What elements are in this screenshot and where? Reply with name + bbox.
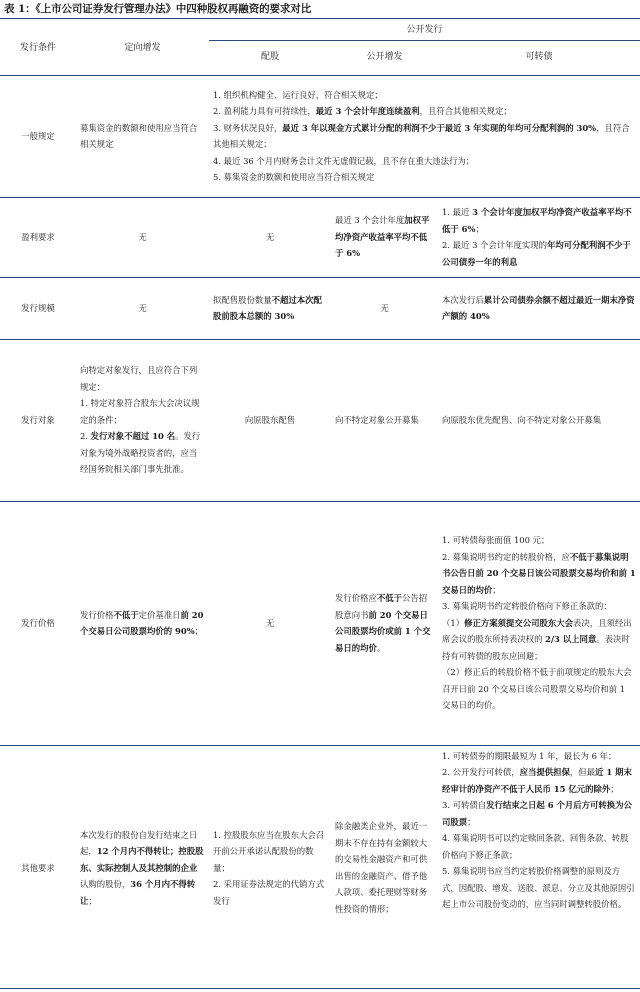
row-label-scale: 发行规模 [0,277,76,339]
cell-price-private: 发行价格不低于定价基准日前 20 个交易日公司股票均价的 90%； [76,501,209,745]
cell-scale-private: 无 [76,277,209,339]
list-item: 5. 募集资金的数额和使用应当符合相关规定 [213,172,375,182]
cell-target-public: 向不特定对象公开募集 [331,339,438,501]
cell-target-rights: 向原股东配售 [209,339,331,501]
row-label-target: 发行对象 [0,339,76,501]
cell-scale-public: 无 [331,277,438,339]
cell-scale-cb: 本次发行后累计公司债券余额不超过最近一期末净资产额的 40% [438,277,640,339]
row-label-other: 其他要求 [0,745,76,990]
cell-profit-private: 无 [76,197,209,277]
header-row [0,21,640,40]
cell-general-private: 募集资金的数额和使用应当符合相关规定 [76,75,209,197]
list-item: 1. 组织机构健全、运行良好，符合相关规定； [213,89,383,100]
title-rule [0,18,640,19]
list-item: 2. 盈利能力具有可持续性，最近 3 个会计年度连续盈利，且符合其他相关规定； [213,106,512,116]
cell-price-cb: 1. 可转债每张面值 100 元； 2. 募集说明书约定的转股价格，应不低于募集说明书公告日前 20 个交易日该公司股票交易均价和前 1 交易日的均价； 3. 募集说明书约定转股价格向下修正条款的： （1）修正方案须提交公司股东大会表决，且须经出席会议的股东所持表决权的 2/3 以上同意。表决时持有可转债的股东应回避； （2）修正后的转股价格不低于前项规定的股东大会召开日前 20 个交易日该公司股票交易均价和前 1 交易日的均价。 [438,501,640,745]
col-header-public-group: 公开发行 [406,25,443,35]
cell-other-private: 本次发行的股份自发行结束之日起，12 个月内不得转让；控股股东、实际控制人及其控制的企业认购的股份，36 个月内不得转让； [76,745,209,990]
table-row-target [0,339,640,501]
row-label-general: 一般规定 [0,75,76,197]
col-header-condition: 发行条件 [19,42,56,53]
table-row-scale [0,277,640,339]
table-row-general [0,75,640,197]
cell-general-public [209,75,640,197]
col-header-rights: 配股 [209,40,331,75]
cell-target-private: 向特定对象发行，且应符合下列规定： 1. 特定对象符合股东大会决议规定的条件； 2. 发行对象不超过 10 名。发行对象为境外战略投资者的，应当经国务院相关部门事先批准。 [76,339,209,501]
table-row-other [0,745,640,990]
table-row-price [0,501,640,745]
list-item: 3. 财务状况良好，最近 3 年以现金方式累计分配的利润不少于最近 3 年实现的年均可分配利润的 30%，且符合其他相关规定； [213,122,630,149]
list-item: 4. 最近 36 个月内财务会计文件无虚假记载，且不存在重大违法行为； [213,155,475,166]
cell-target-cb: 向原股东优先配售、向不特定对象公开募集 [438,339,640,501]
cell-profit-rights: 无 [209,197,331,277]
col-header-cb: 可转债 [438,40,640,75]
col-header-public: 公开增发 [331,40,438,75]
comparison-table [0,21,640,990]
cell-other-public: 除金融类企业外，最近一期末不存在持有金额较大的交易性金融资产和可供出售的金融资产、借予他人款项、委托理财等财务性投资的情形； [331,745,438,990]
cell-price-public: 发行价格应不低于公告招股意向书前 20 个交易日公司股票均价或前 1 个交易日的均价。 [331,501,438,745]
row-label-price: 发行价格 [0,501,76,745]
col-header-private: 定向增发 [124,42,161,53]
table-title: 表 1：《上市公司证券发行管理办法》中四种股权再融资的要求对比 [4,3,312,15]
cell-scale-rights: 拟配售股份数量不超过本次配股前股本总额的 30% [209,277,331,339]
cell-profit-public: 最近 3 个会计年度加权平均净资产收益率平均不低于 6% [331,197,438,277]
cell-price-rights: 无 [209,501,331,745]
row-label-profit: 盈利要求 [0,197,76,277]
cell-other-cb: 1. 可转债券的期限最短为 1 年，最长为 6 年； 2. 公开发行可转债，应当提供担保，但最近 1 期末经审计的净资产不低于人民币 15 亿元的除外； 3. 可转债自发行结束之日起 6 个月后方可转换为公司股票； 4. 募集说明书可以约定赎回条款、回售条款、转股价格向下修正条款； 5. 募集说明书应当约定转股价格调整的原则及方式，因配股、增发、送股、派息、分立及其他原因引起上市公司股份变动的，应当同时调整转股价格。 [438,745,640,990]
cell-other-rights: 1. 控股股东应当在股东大会召开前公开承诺认配股份的数量； 2. 采用证券法规定的代销方式发行 [209,745,331,990]
cell-profit-cb: 1. 最近 3 个会计年度加权平均净资产收益率平均不低于 6%； 2. 最近 3 个会计年度实现的年均可分配利润不少于公司债券一年的利息 [438,197,640,277]
table-row-profit [0,197,640,277]
bottom-rule [0,988,640,989]
